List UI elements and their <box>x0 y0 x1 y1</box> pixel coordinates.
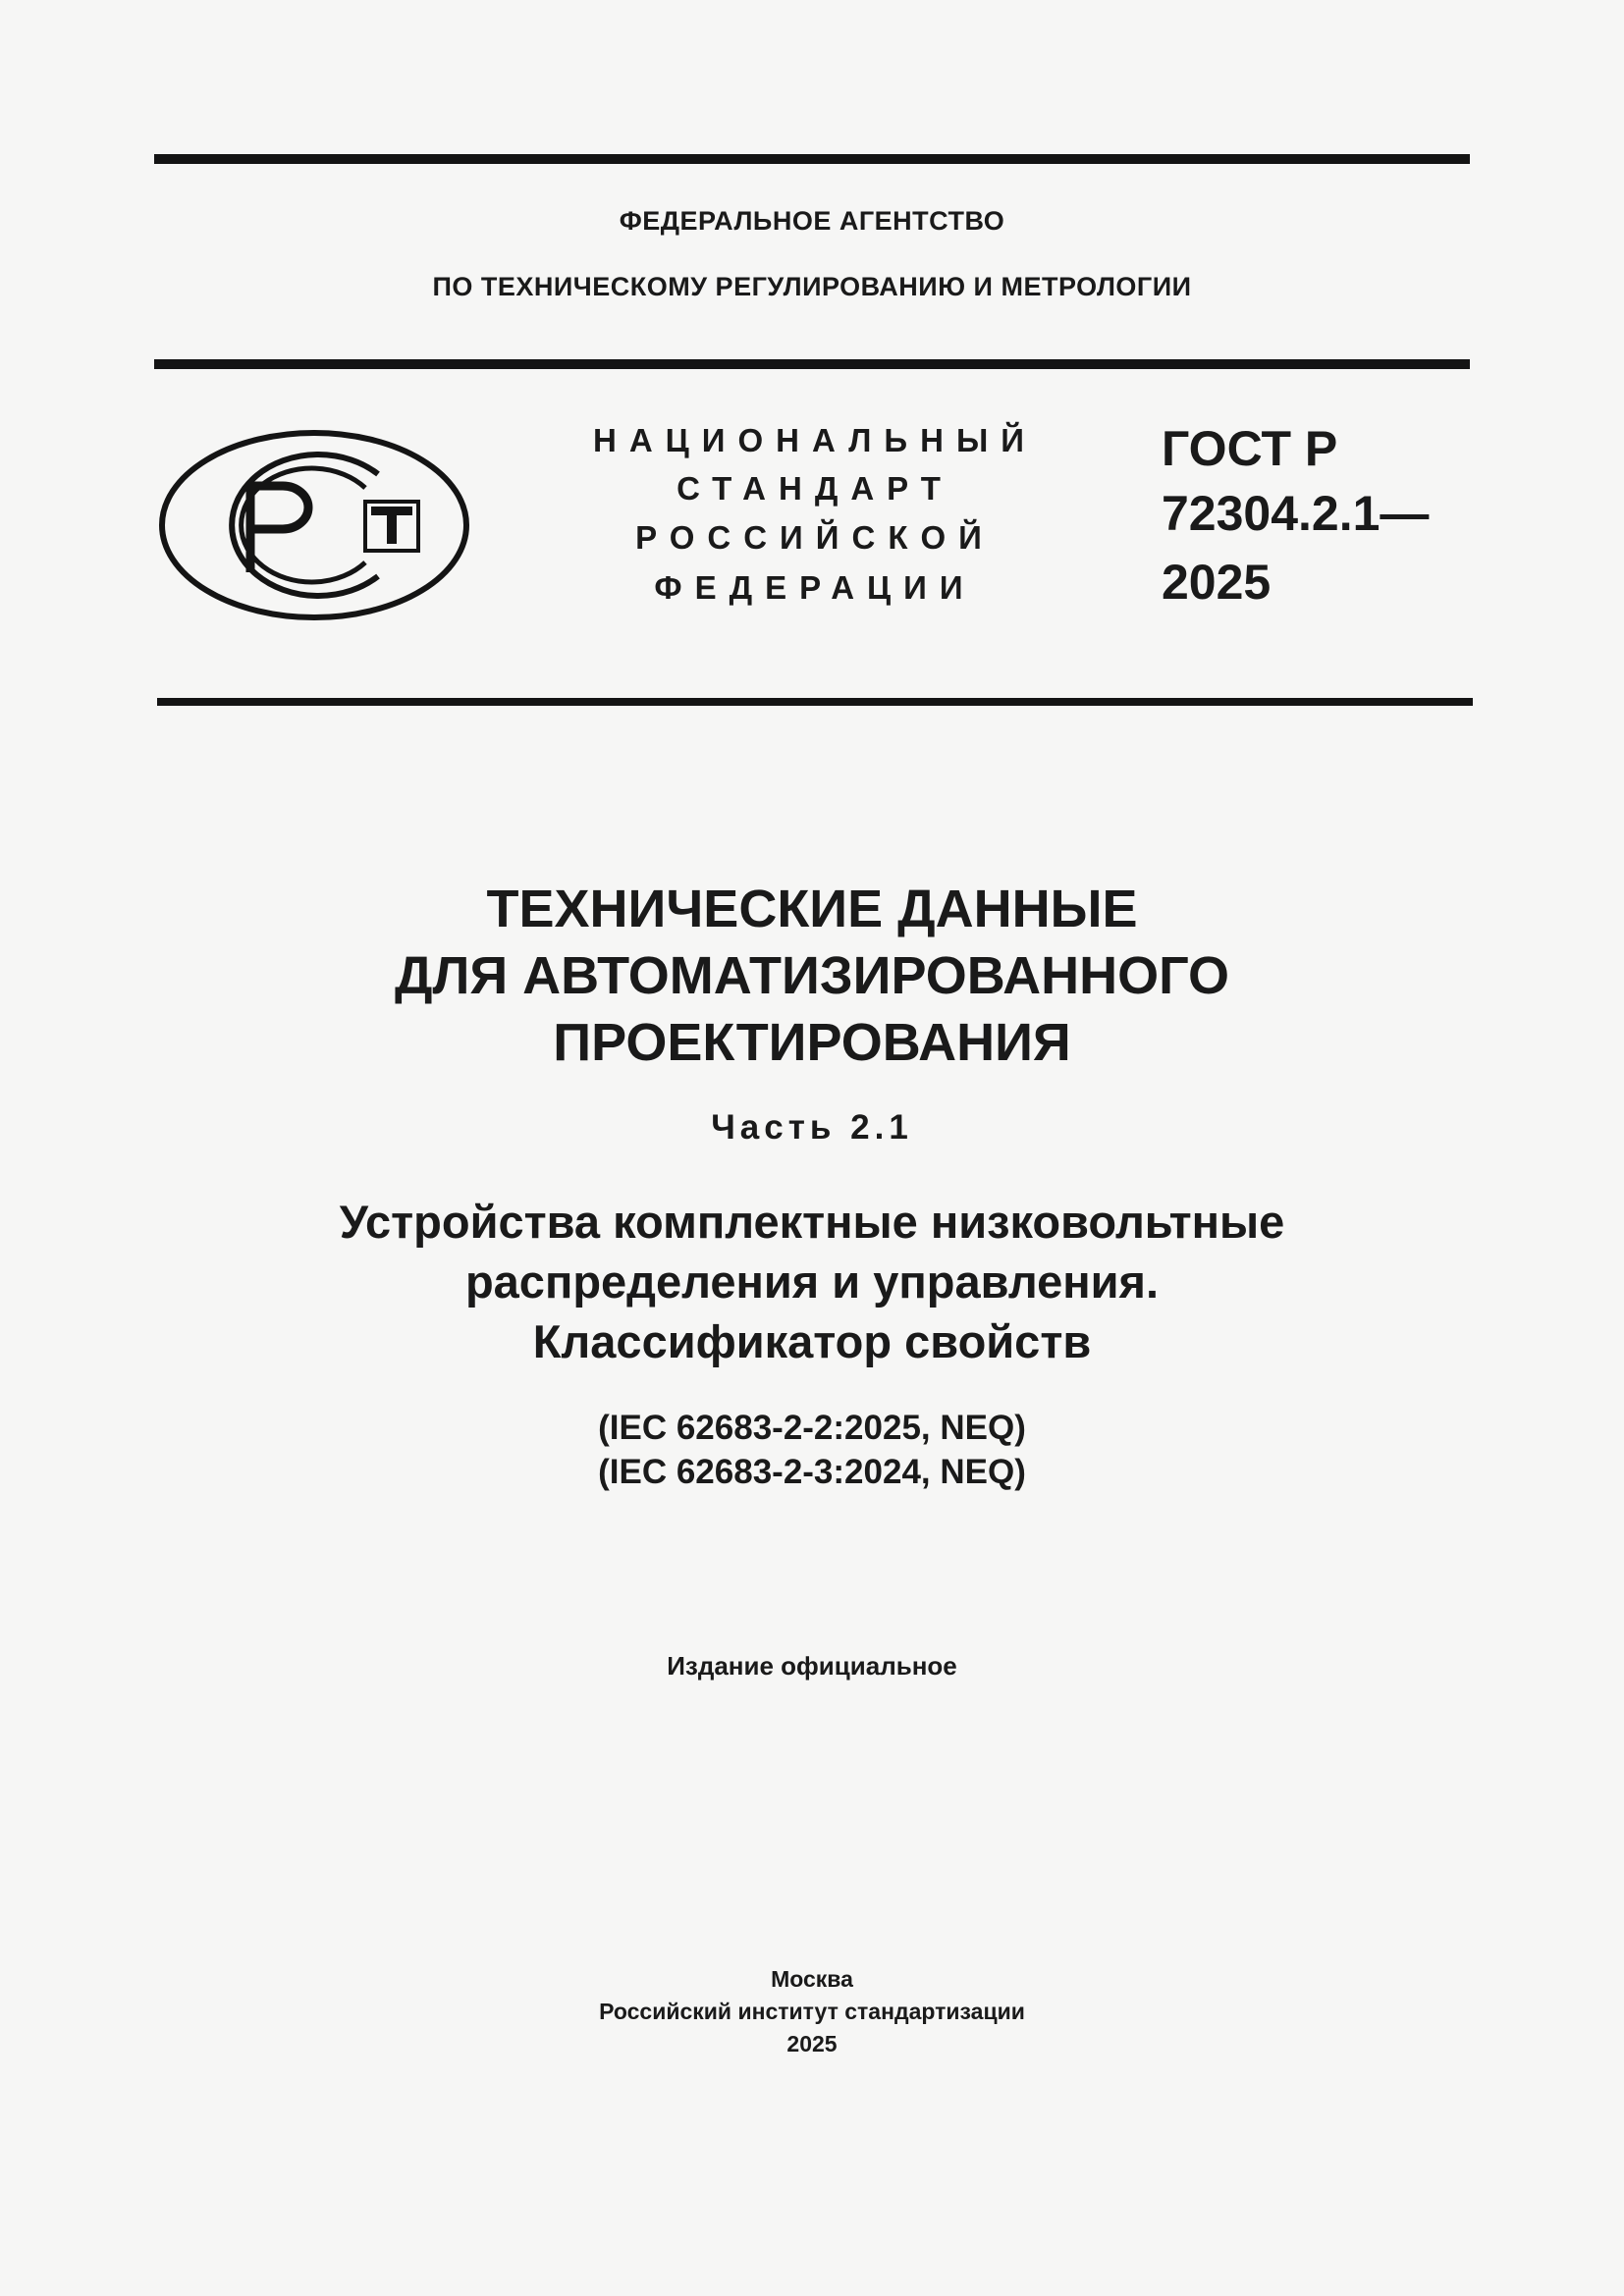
top-rule <box>154 154 1470 164</box>
title-line-1: ТЕХНИЧЕСКИЕ ДАННЫЕ <box>486 880 1138 938</box>
agency-line-2: ПО ТЕХНИЧЕСКОМУ РЕГУЛИРОВАНИЮ И МЕТРОЛОГИИ <box>432 272 1192 301</box>
gost-designation-line-1: ГОСТ Р <box>1162 421 1338 476</box>
subtitle-line-1: Устройства комплектные низковольтные <box>339 1196 1285 1248</box>
gost-designation-line-2: 72304.2.1— <box>1162 486 1430 541</box>
header-rule <box>154 359 1470 369</box>
gost-designation-line-3: 2025 <box>1162 555 1272 610</box>
official-edition: Издание официальное <box>667 1651 957 1681</box>
rst-gost-logo-icon <box>157 427 471 628</box>
iec-reference-1: (IEC 62683-2-2:2025, NEQ) <box>598 1409 1026 1447</box>
subtitle-line-2: распределения и управления. <box>464 1255 1160 1308</box>
imprint-city: Москва <box>771 1966 853 1992</box>
national-standard-line-2: СТАНДАРТ <box>677 470 953 507</box>
title-line-2: ДЛЯ АВТОМАТИЗИРОВАННОГО <box>395 946 1229 1005</box>
part-number: Часть 2.1 <box>711 1108 913 1147</box>
title-line-3: ПРОЕКТИРОВАНИЯ <box>553 1013 1071 1072</box>
iec-reference-2: (IEC 62683-2-3:2024, NEQ) <box>598 1453 1026 1491</box>
subtitle-line-3: Классификатор свойств <box>532 1315 1092 1367</box>
agency-line-1: ФЕДЕРАЛЬНОЕ АГЕНТСТВО <box>619 206 1005 236</box>
imprint-publisher: Российский институт стандартизации <box>599 1999 1025 2024</box>
designation-rule <box>157 698 1473 706</box>
imprint-year: 2025 <box>786 2031 838 2056</box>
national-standard-line-3: РОССИЙСКОЙ <box>635 519 995 556</box>
national-standard-line-4: ФЕДЕРАЦИИ <box>654 569 976 606</box>
national-standard-line-1: НАЦИОНАЛЬНЫЙ <box>593 422 1037 458</box>
